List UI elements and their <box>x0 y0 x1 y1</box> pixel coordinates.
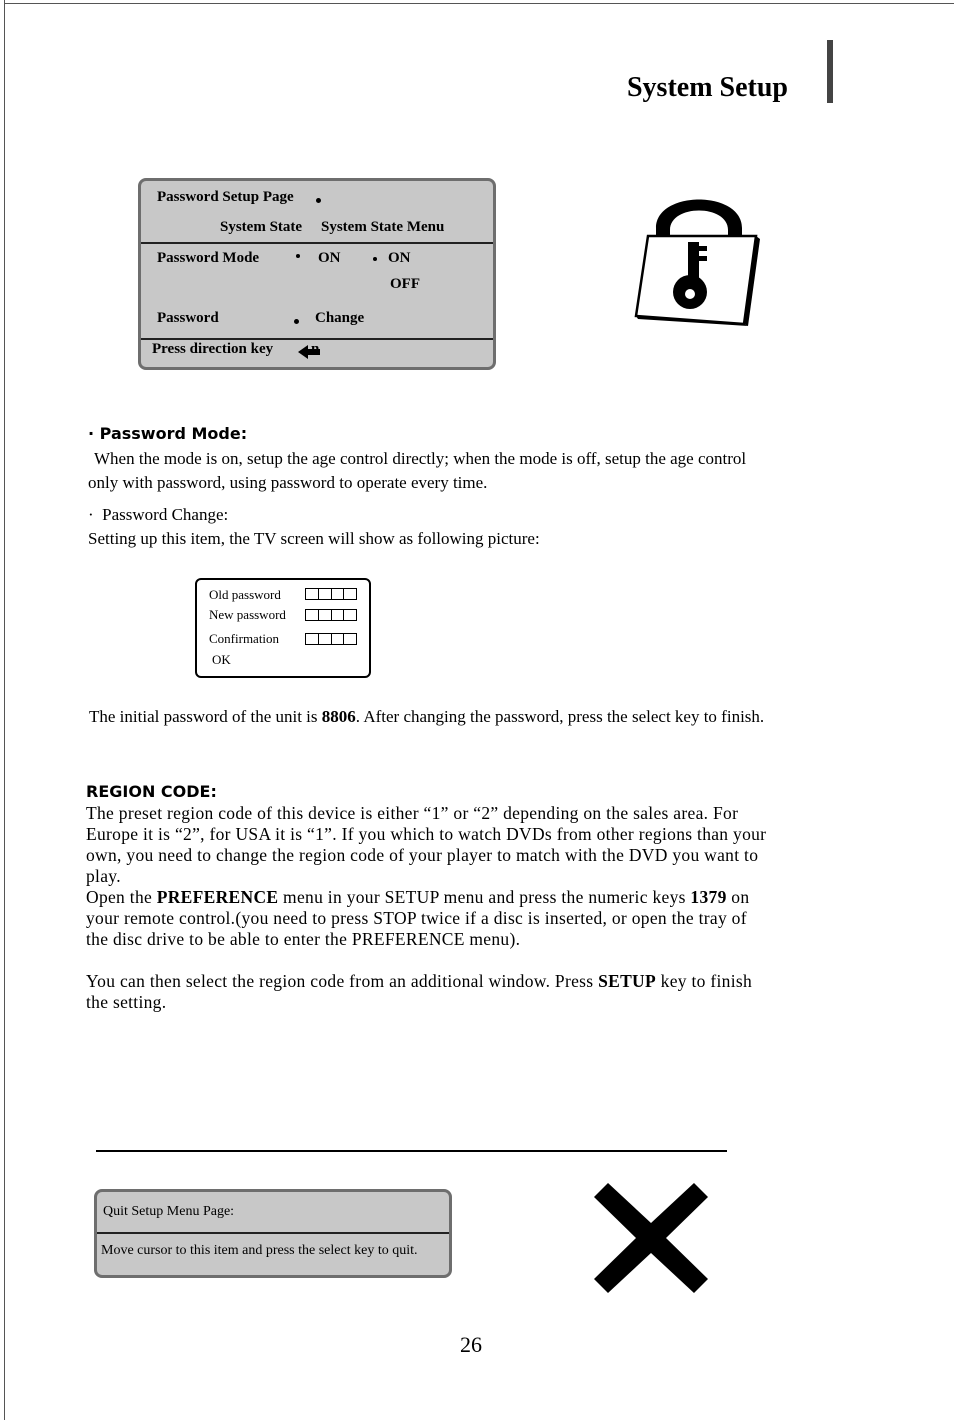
ok-label: OK <box>212 652 231 667</box>
password-mode-line2: only with password, using password to operate every time. <box>88 473 488 492</box>
bullet <box>294 319 299 324</box>
numeric-keys: 1379 <box>690 887 727 907</box>
password-mode-heading <box>88 424 247 443</box>
initial-password-after: . After changing the password, press the select key to finish. <box>355 707 765 726</box>
region-text: key to finish <box>655 971 753 991</box>
region-line: The preset region code of this device is either “1” or “2” depending on the sales area. For <box>86 803 739 823</box>
region-text: You can then select the region code from an additional window. Press <box>86 971 599 991</box>
region-code-body <box>86 803 766 1013</box>
region-line: the disc drive to be able to enter the PREFERENCE menu). <box>86 929 521 949</box>
menu-divider <box>141 242 493 244</box>
region-text: Open the <box>86 887 157 907</box>
bullet <box>373 257 377 261</box>
page-title: System Setup <box>626 72 788 103</box>
bullet: · <box>88 424 95 443</box>
quit-setup-menu <box>94 1189 452 1278</box>
initial-password-before: The initial password of the unit is <box>89 707 322 726</box>
close-x-icon <box>594 1183 708 1293</box>
menu-divider <box>141 338 493 340</box>
quit-menu-title: Quit Setup Menu Page: <box>103 1204 235 1219</box>
old-password-label: Old password <box>209 587 281 602</box>
option-off: OFF <box>390 276 420 292</box>
page-border-left <box>4 0 5 1420</box>
new-password-cells <box>305 609 357 621</box>
page-border-top <box>4 3 954 4</box>
col-system-state: System State <box>220 219 303 235</box>
bullet: · <box>88 505 94 524</box>
page-number: 26 <box>460 1332 482 1357</box>
change-password-dialog <box>195 578 371 678</box>
quit-menu-text: Move cursor to this item and press the select key to quit. <box>101 1243 418 1258</box>
confirmation-cells <box>305 633 357 645</box>
region-line: the setting. <box>86 992 167 1012</box>
col-system-state-menu: System State Menu <box>321 219 445 235</box>
password-change-line1: Setting up this item, the TV screen will show as following picture: <box>88 529 540 548</box>
menu-footer-text: Press direction key <box>152 341 274 357</box>
password-value: Change <box>315 310 365 326</box>
password-setup-menu <box>138 178 496 370</box>
menu-footer-tail: n <box>311 341 320 357</box>
initial-password-code: 8806 <box>321 707 356 726</box>
region-line: your remote control.(you need to press STOP twice if a disc is inserted, or open the tray of <box>86 908 747 928</box>
option-on: ON <box>388 250 411 266</box>
region-text: menu in your SETUP menu and press the numeric keys <box>278 887 691 907</box>
region-line <box>86 971 766 992</box>
initial-password-text <box>89 705 764 729</box>
menu-page-label: Password Setup Page <box>157 189 294 205</box>
password-change-heading-text: Password Change: <box>102 505 229 524</box>
bullet <box>316 198 321 203</box>
preference-keyword: PREFERENCE <box>156 887 279 907</box>
menu-divider <box>97 1232 449 1234</box>
blank-line <box>86 950 766 971</box>
padlock-key-icon <box>632 192 762 326</box>
region-line: Europe it is “2”, for USA it is “1”. If you which to watch DVDs from other regions than your <box>86 824 767 844</box>
password-mode-value: ON <box>318 250 341 266</box>
confirmation-label: Confirmation <box>209 631 280 646</box>
password-label: Password <box>157 310 219 326</box>
password-mode-heading-text: Password Mode: <box>99 424 248 443</box>
password-mode-label: Password Mode <box>157 250 260 266</box>
region-text: on <box>726 887 750 907</box>
new-password-label: New password <box>209 607 286 622</box>
old-password-cells <box>305 588 357 600</box>
region-code-heading: REGION CODE: <box>86 782 217 801</box>
password-change-heading <box>88 503 228 527</box>
region-line: play. <box>86 866 121 886</box>
region-line <box>86 887 766 908</box>
region-line: own, you need to change the region code of your player to match with the DVD you want to <box>86 845 759 865</box>
title-accent-bar <box>827 40 833 103</box>
section-divider <box>96 1150 727 1152</box>
password-mode-line1: When the mode is on, setup the age control directly; when the mode is off, setup the age control <box>94 449 747 468</box>
bullet <box>296 254 300 258</box>
setup-keyword: SETUP <box>598 971 656 991</box>
